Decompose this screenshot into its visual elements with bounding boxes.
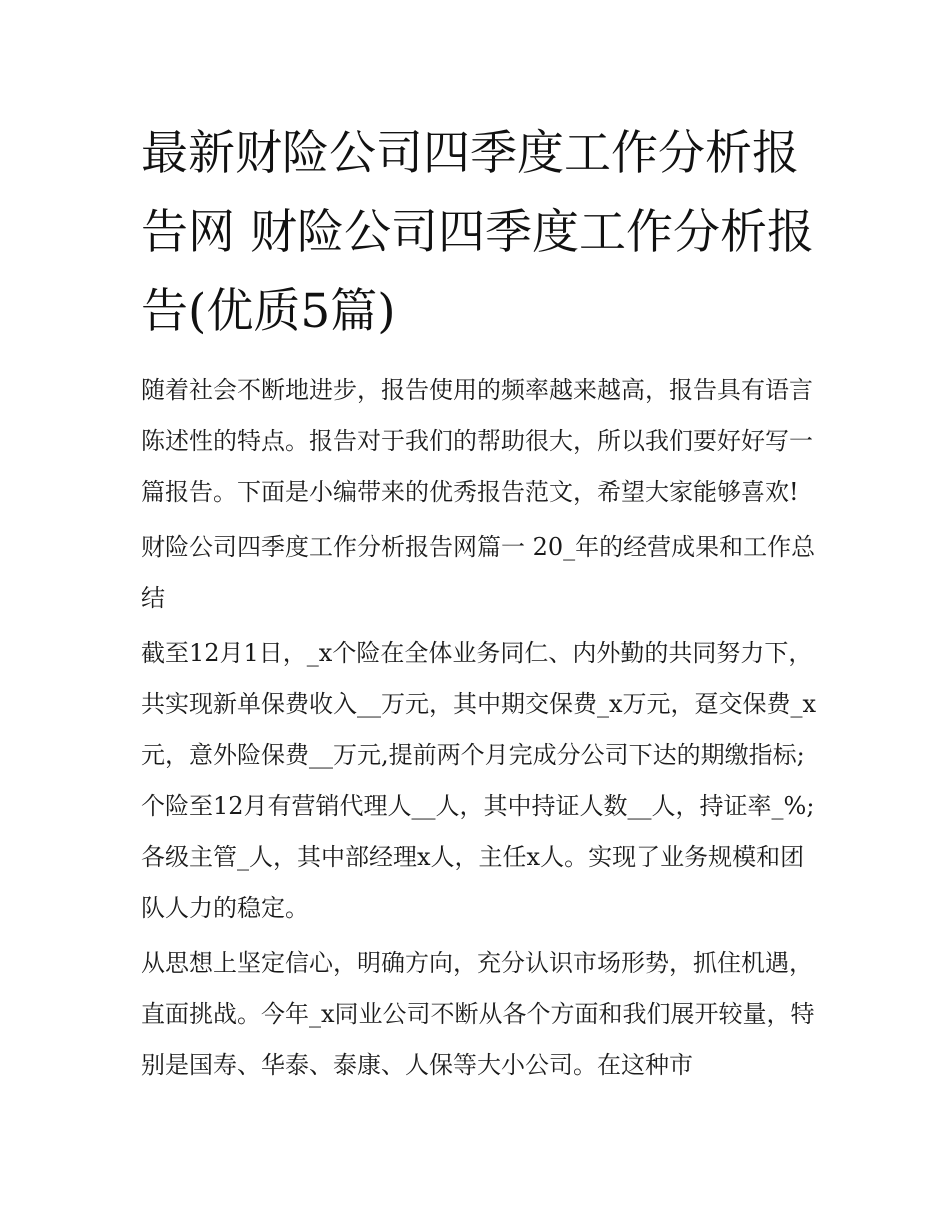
- document-title: 最新财险公司四季度工作分析报告网 财险公司四季度工作分析报告(优质5篇): [141, 126, 814, 339]
- document-body: [141, 114, 819, 1095]
- results-paragraph: 截至12月1日，_x个险在全体业务同仁、内外勤的共同努力下，共实现新单保费收入__万元，其中期交保费_x万元，趸交保费_x元，意外险保费__万元,提前两个月完成分公司下达的期缴指标;个险至12月有营销代理人__人，其中持证人数__人，持证率_%;各级主管_人，其中部经理x人，主任x人。实现了业务规模和团队人力的稳定。: [141, 639, 817, 922]
- section-heading: 财险公司四季度工作分析报告网篇一 20_年的经营成果和工作总结: [141, 533, 816, 612]
- confidence-paragraph: 从思想上坚定信心，明确方向，充分认识市场形势，抓住机遇，直面挑战。今年_x同业公司不断从各个方面和我们展开较量，特别是国寿、华泰、泰康、人保等大小公司。在这种市: [141, 949, 815, 1079]
- intro-paragraph: 随着社会不断地进步，报告使用的频率越来越高，报告具有语言陈述性的特点。报告对于我们的帮助很大，所以我们要好好写一篇报告。下面是小编带来的优秀报告范文，希望大家能够喜欢!: [141, 376, 813, 506]
